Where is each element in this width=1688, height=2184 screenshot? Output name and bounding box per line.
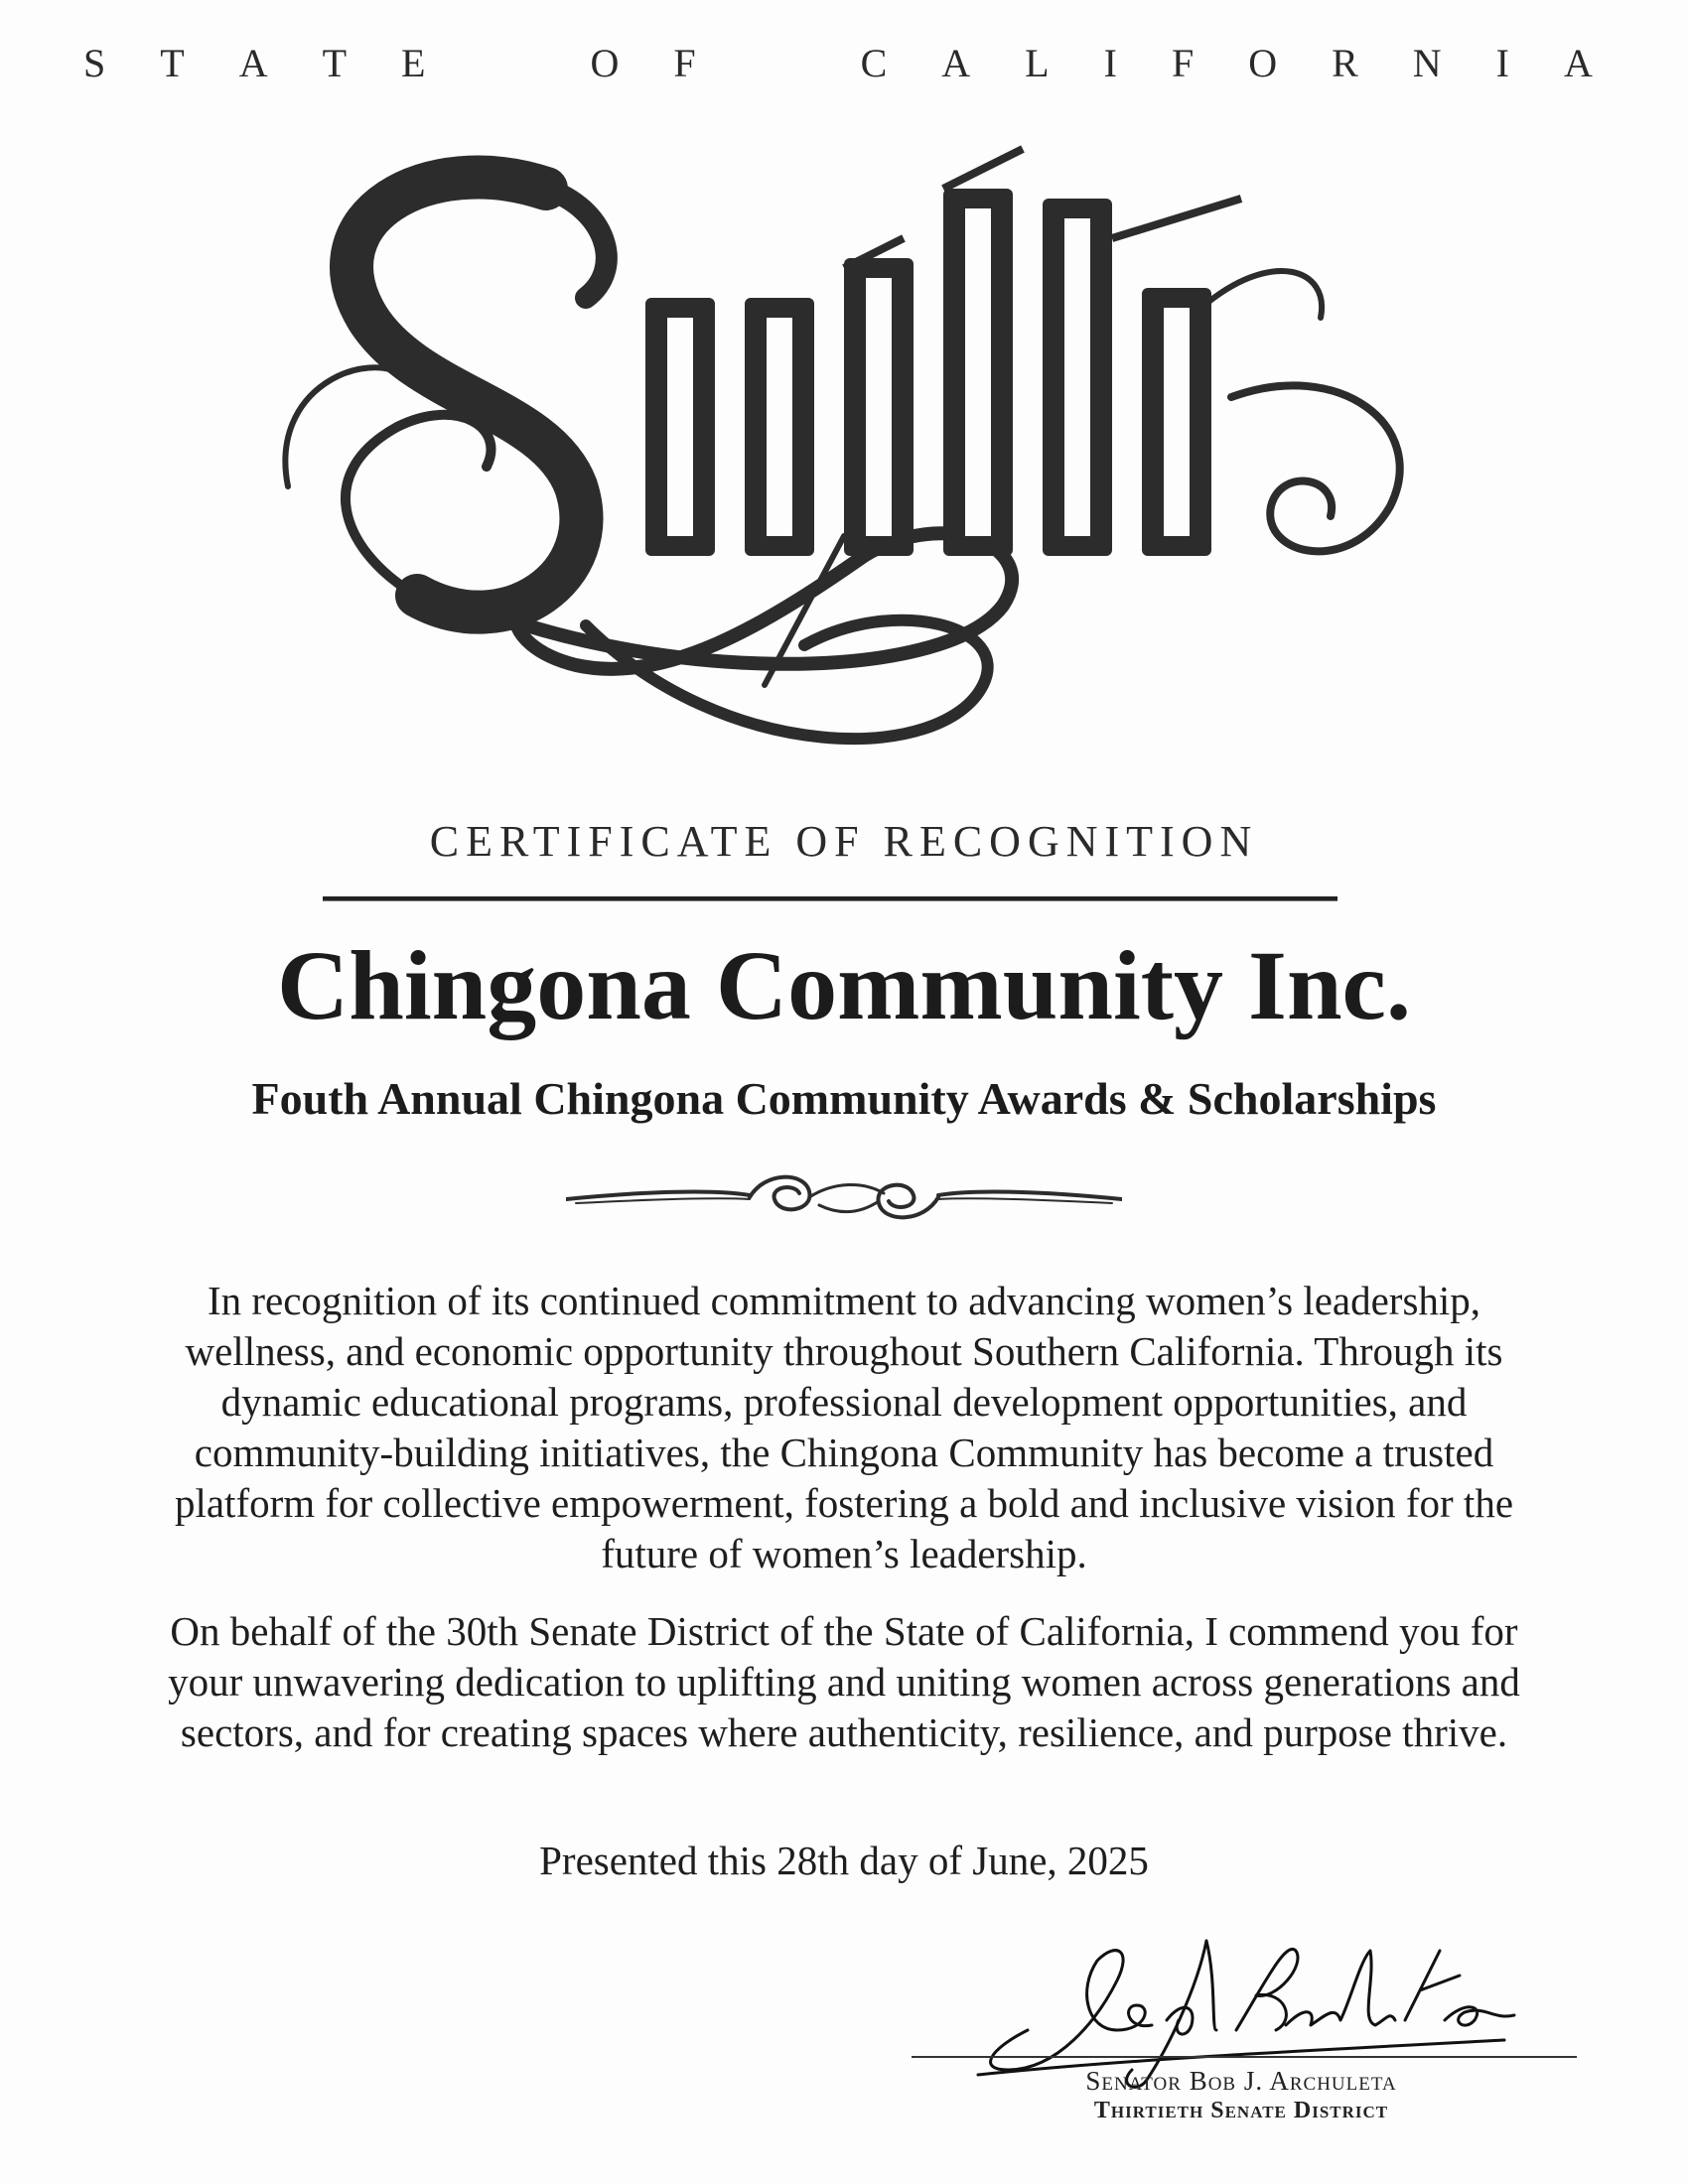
senator-signature xyxy=(968,1921,1524,2090)
recognition-paragraph: In recognition of its continued commitment to advancing women’s leadership, wellness, and economic opportunity throughout Southern California. Through its dynamic educational programs, professional development opportunities, and community-building initiatives, the Chingona Community has become a trusted platform for collective empowerment, fostering a bold and inclusive vision for the future of women’s leadership. xyxy=(174,1278,1514,1576)
state-letter: O xyxy=(590,41,620,85)
state-of-california-header xyxy=(83,40,1593,86)
signature-line xyxy=(912,2056,1577,2058)
ornament-divider-icon xyxy=(566,1161,1122,1231)
event-name: Fouth Annual Chingona Community Awards & Scholarships xyxy=(251,1073,1437,1124)
heading-divider xyxy=(323,896,1337,901)
certificate-heading: CERTIFICATE OF RECOGNITION xyxy=(429,817,1259,866)
state-letter: R xyxy=(1332,41,1358,85)
state-letter: A xyxy=(1563,41,1593,85)
state-letter: T xyxy=(160,41,185,85)
letter-gap xyxy=(480,40,535,86)
state-letter: F xyxy=(673,41,696,85)
state-letter: C xyxy=(860,41,888,85)
state-letter: A xyxy=(941,41,971,85)
commendation-paragraph: On behalf of the 30th Senate District of the State of California, I commend you for your unwavering dedication to uplifting and uniting women across generations and sectors, and for creating spaces where authenticity, resilience, and purpose thrive. xyxy=(168,1608,1520,1755)
organization-name: Chingona Community Inc. xyxy=(277,930,1411,1040)
letter-gap xyxy=(751,40,806,86)
state-letter: T xyxy=(322,41,348,85)
state-letter: I xyxy=(1103,41,1117,85)
state-letter: N xyxy=(1412,41,1442,85)
state-letter: F xyxy=(1171,41,1195,85)
state-letter: O xyxy=(1248,41,1278,85)
presented-date: Presented this 28th day of June, 2025 xyxy=(539,1838,1149,1883)
senator-name: Senator Bob J. Archuleta xyxy=(1085,2066,1397,2096)
state-letter: A xyxy=(238,41,268,85)
state-letter: E xyxy=(401,41,426,85)
senate-district: Thirtieth Senate District xyxy=(1093,2098,1389,2123)
state-letter: S xyxy=(83,41,106,85)
senate-logo xyxy=(248,129,1440,764)
state-letter: L xyxy=(1025,41,1050,85)
state-letter: I xyxy=(1495,41,1509,85)
